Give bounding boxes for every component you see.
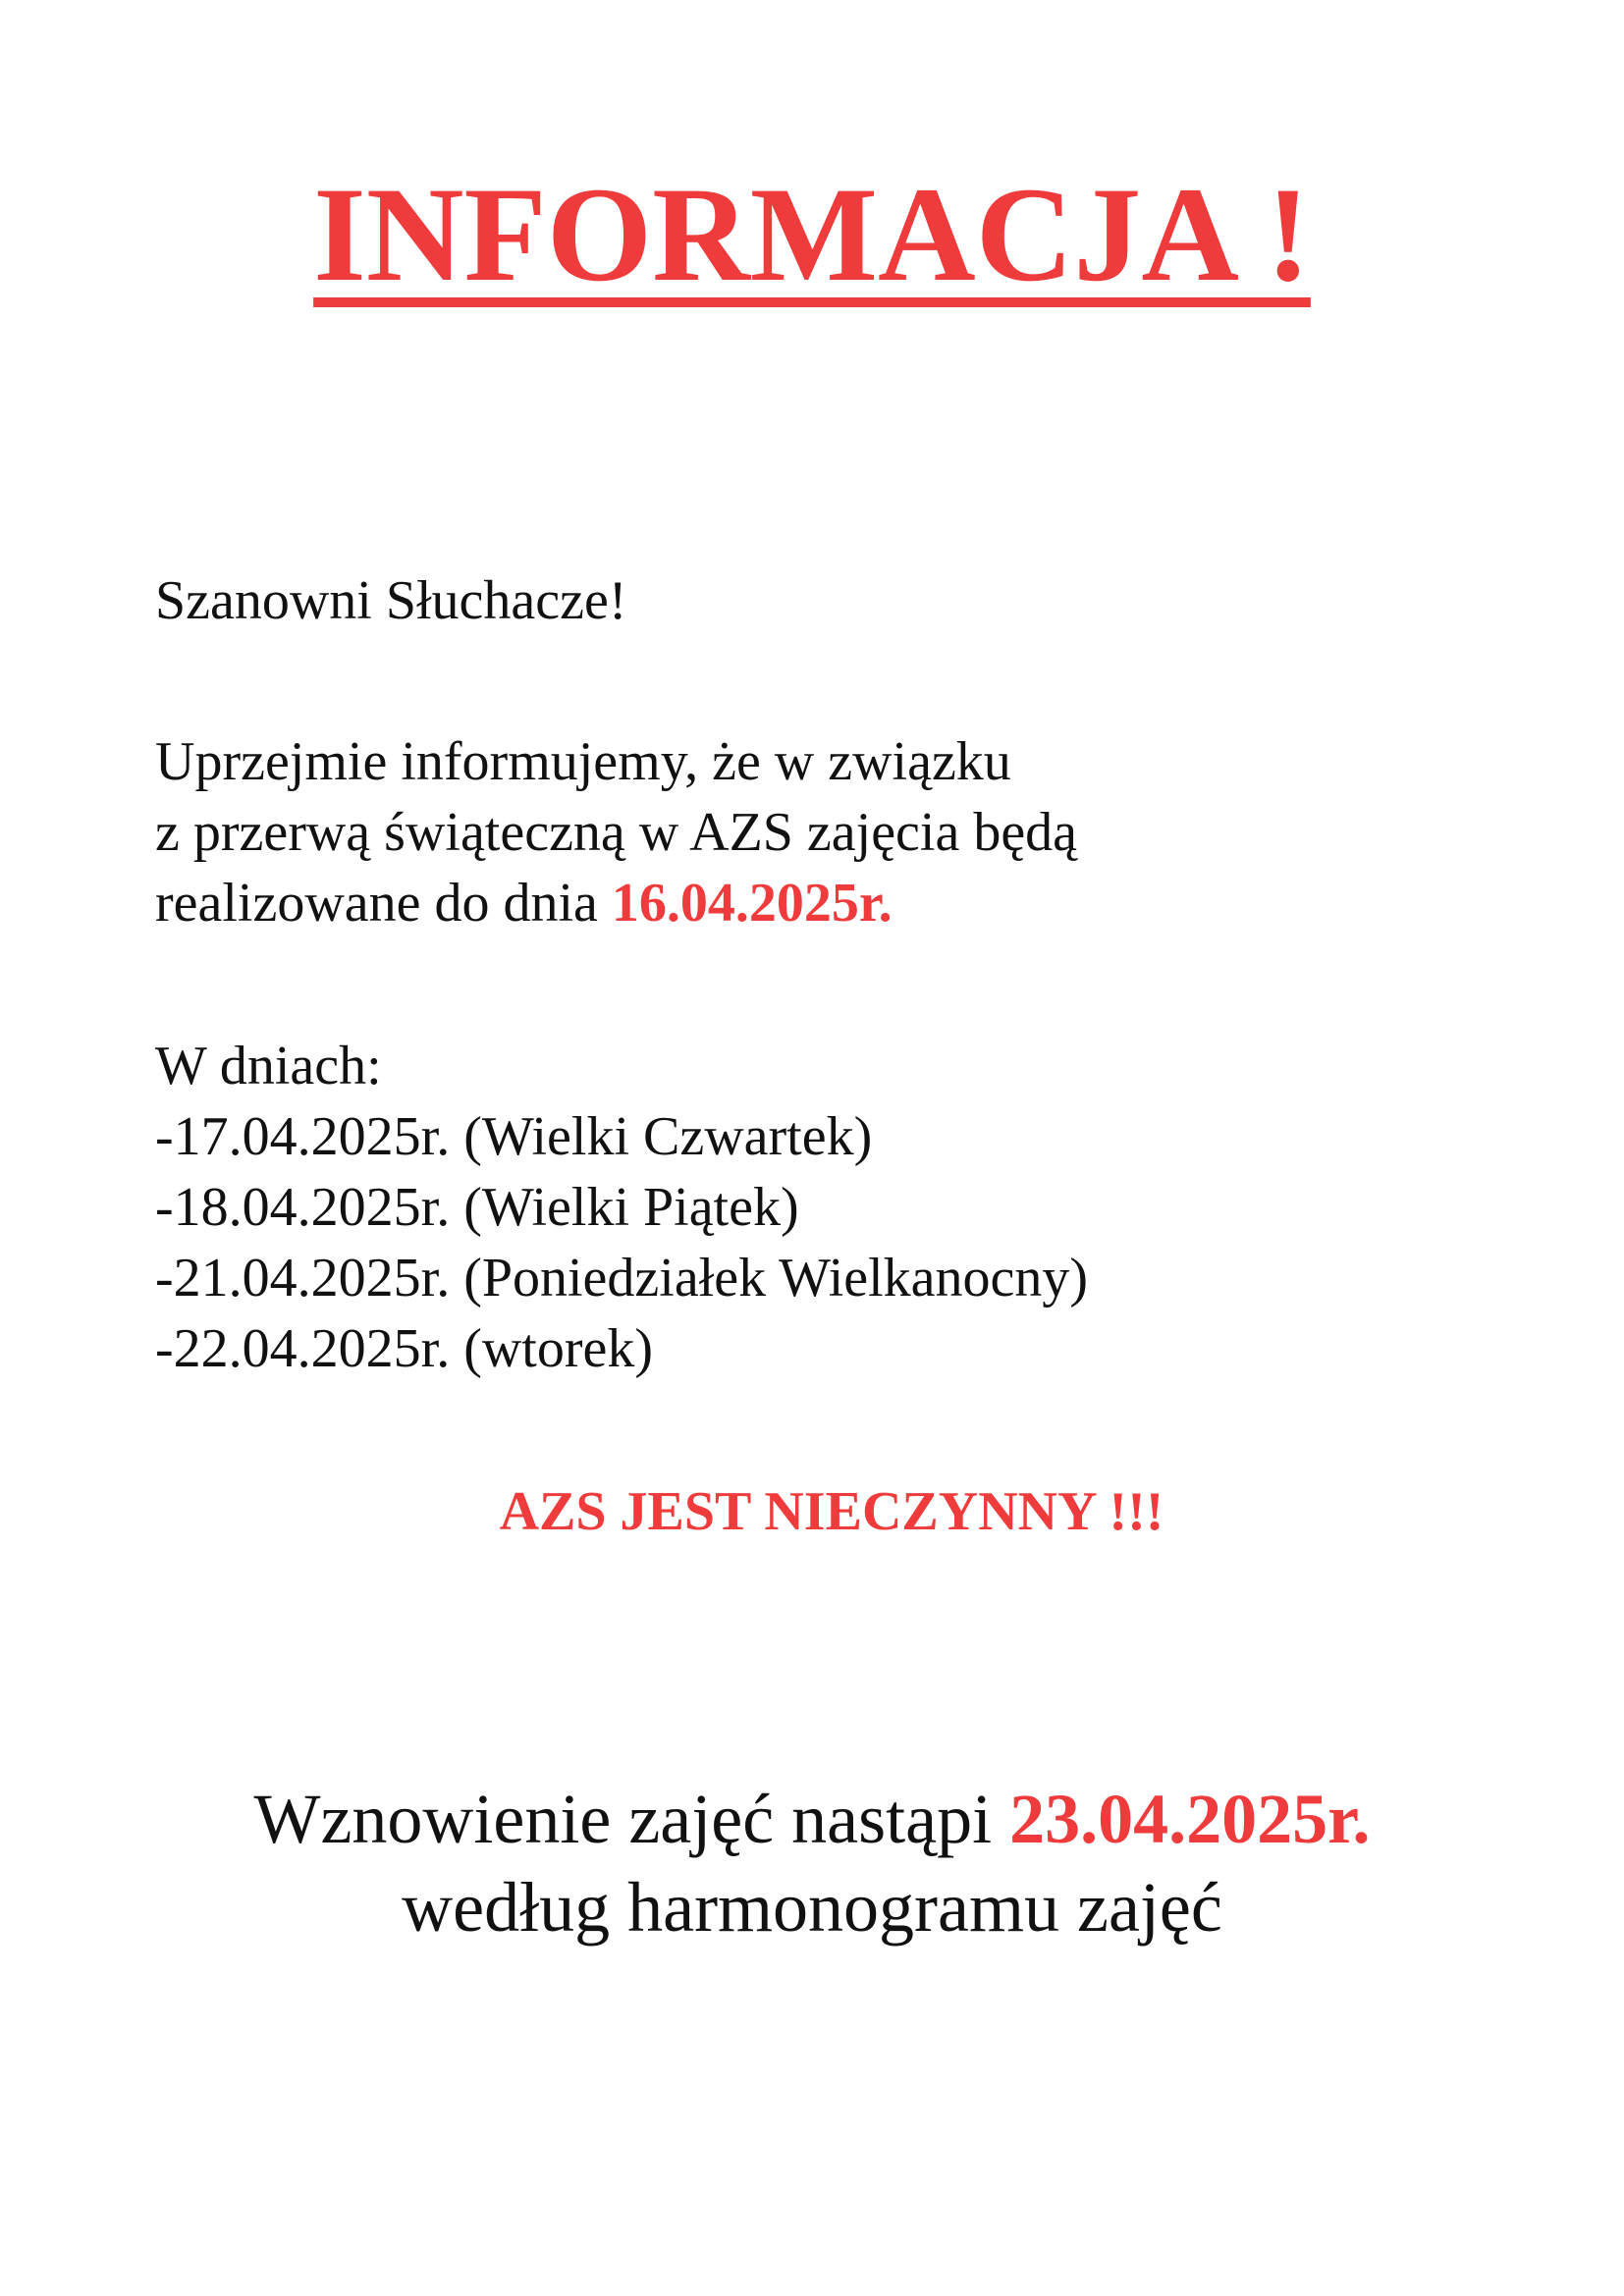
closed-days-list	[155, 1031, 1088, 1384]
closed-day-item: -17.04.2025r. (Wielki Czwartek)	[155, 1106, 873, 1167]
resume-line-1	[0, 1775, 1624, 1863]
info-line-1: Uprzejmie informujemy, że w związku	[155, 731, 1011, 792]
closed-day-item: -18.04.2025r. (Wielki Piątek)	[155, 1177, 799, 1238]
resume-line-2: według harmonogramu zajęć	[402, 1868, 1222, 1947]
closed-day-item: -21.04.2025r. (Poniedziałek Wielkanocny)	[155, 1248, 1089, 1308]
info-line-3	[155, 868, 1077, 938]
page-title: INFORMACJA !	[313, 159, 1311, 309]
resume-notice	[0, 1775, 1624, 1951]
resume-line-1-text: Wznowienie zajęć nastąpi	[253, 1780, 1010, 1858]
info-paragraph	[155, 726, 1077, 938]
info-line-3-text: realizowane do dnia	[155, 873, 612, 934]
closed-days-header: W dniach:	[155, 1036, 382, 1096]
info-line-2: z przerwą świąteczną w AZS zajęcia będą	[155, 802, 1078, 863]
resume-date: 23.04.2025r.	[1009, 1780, 1371, 1858]
last-class-date: 16.04.2025r.	[611, 873, 893, 934]
closed-day-item: -22.04.2025r. (wtorek)	[155, 1318, 654, 1379]
closed-notice: AZS JEST NIECZYNNY !!!	[499, 1481, 1164, 1542]
greeting: Szanowni Słuchacze!	[155, 570, 627, 631]
